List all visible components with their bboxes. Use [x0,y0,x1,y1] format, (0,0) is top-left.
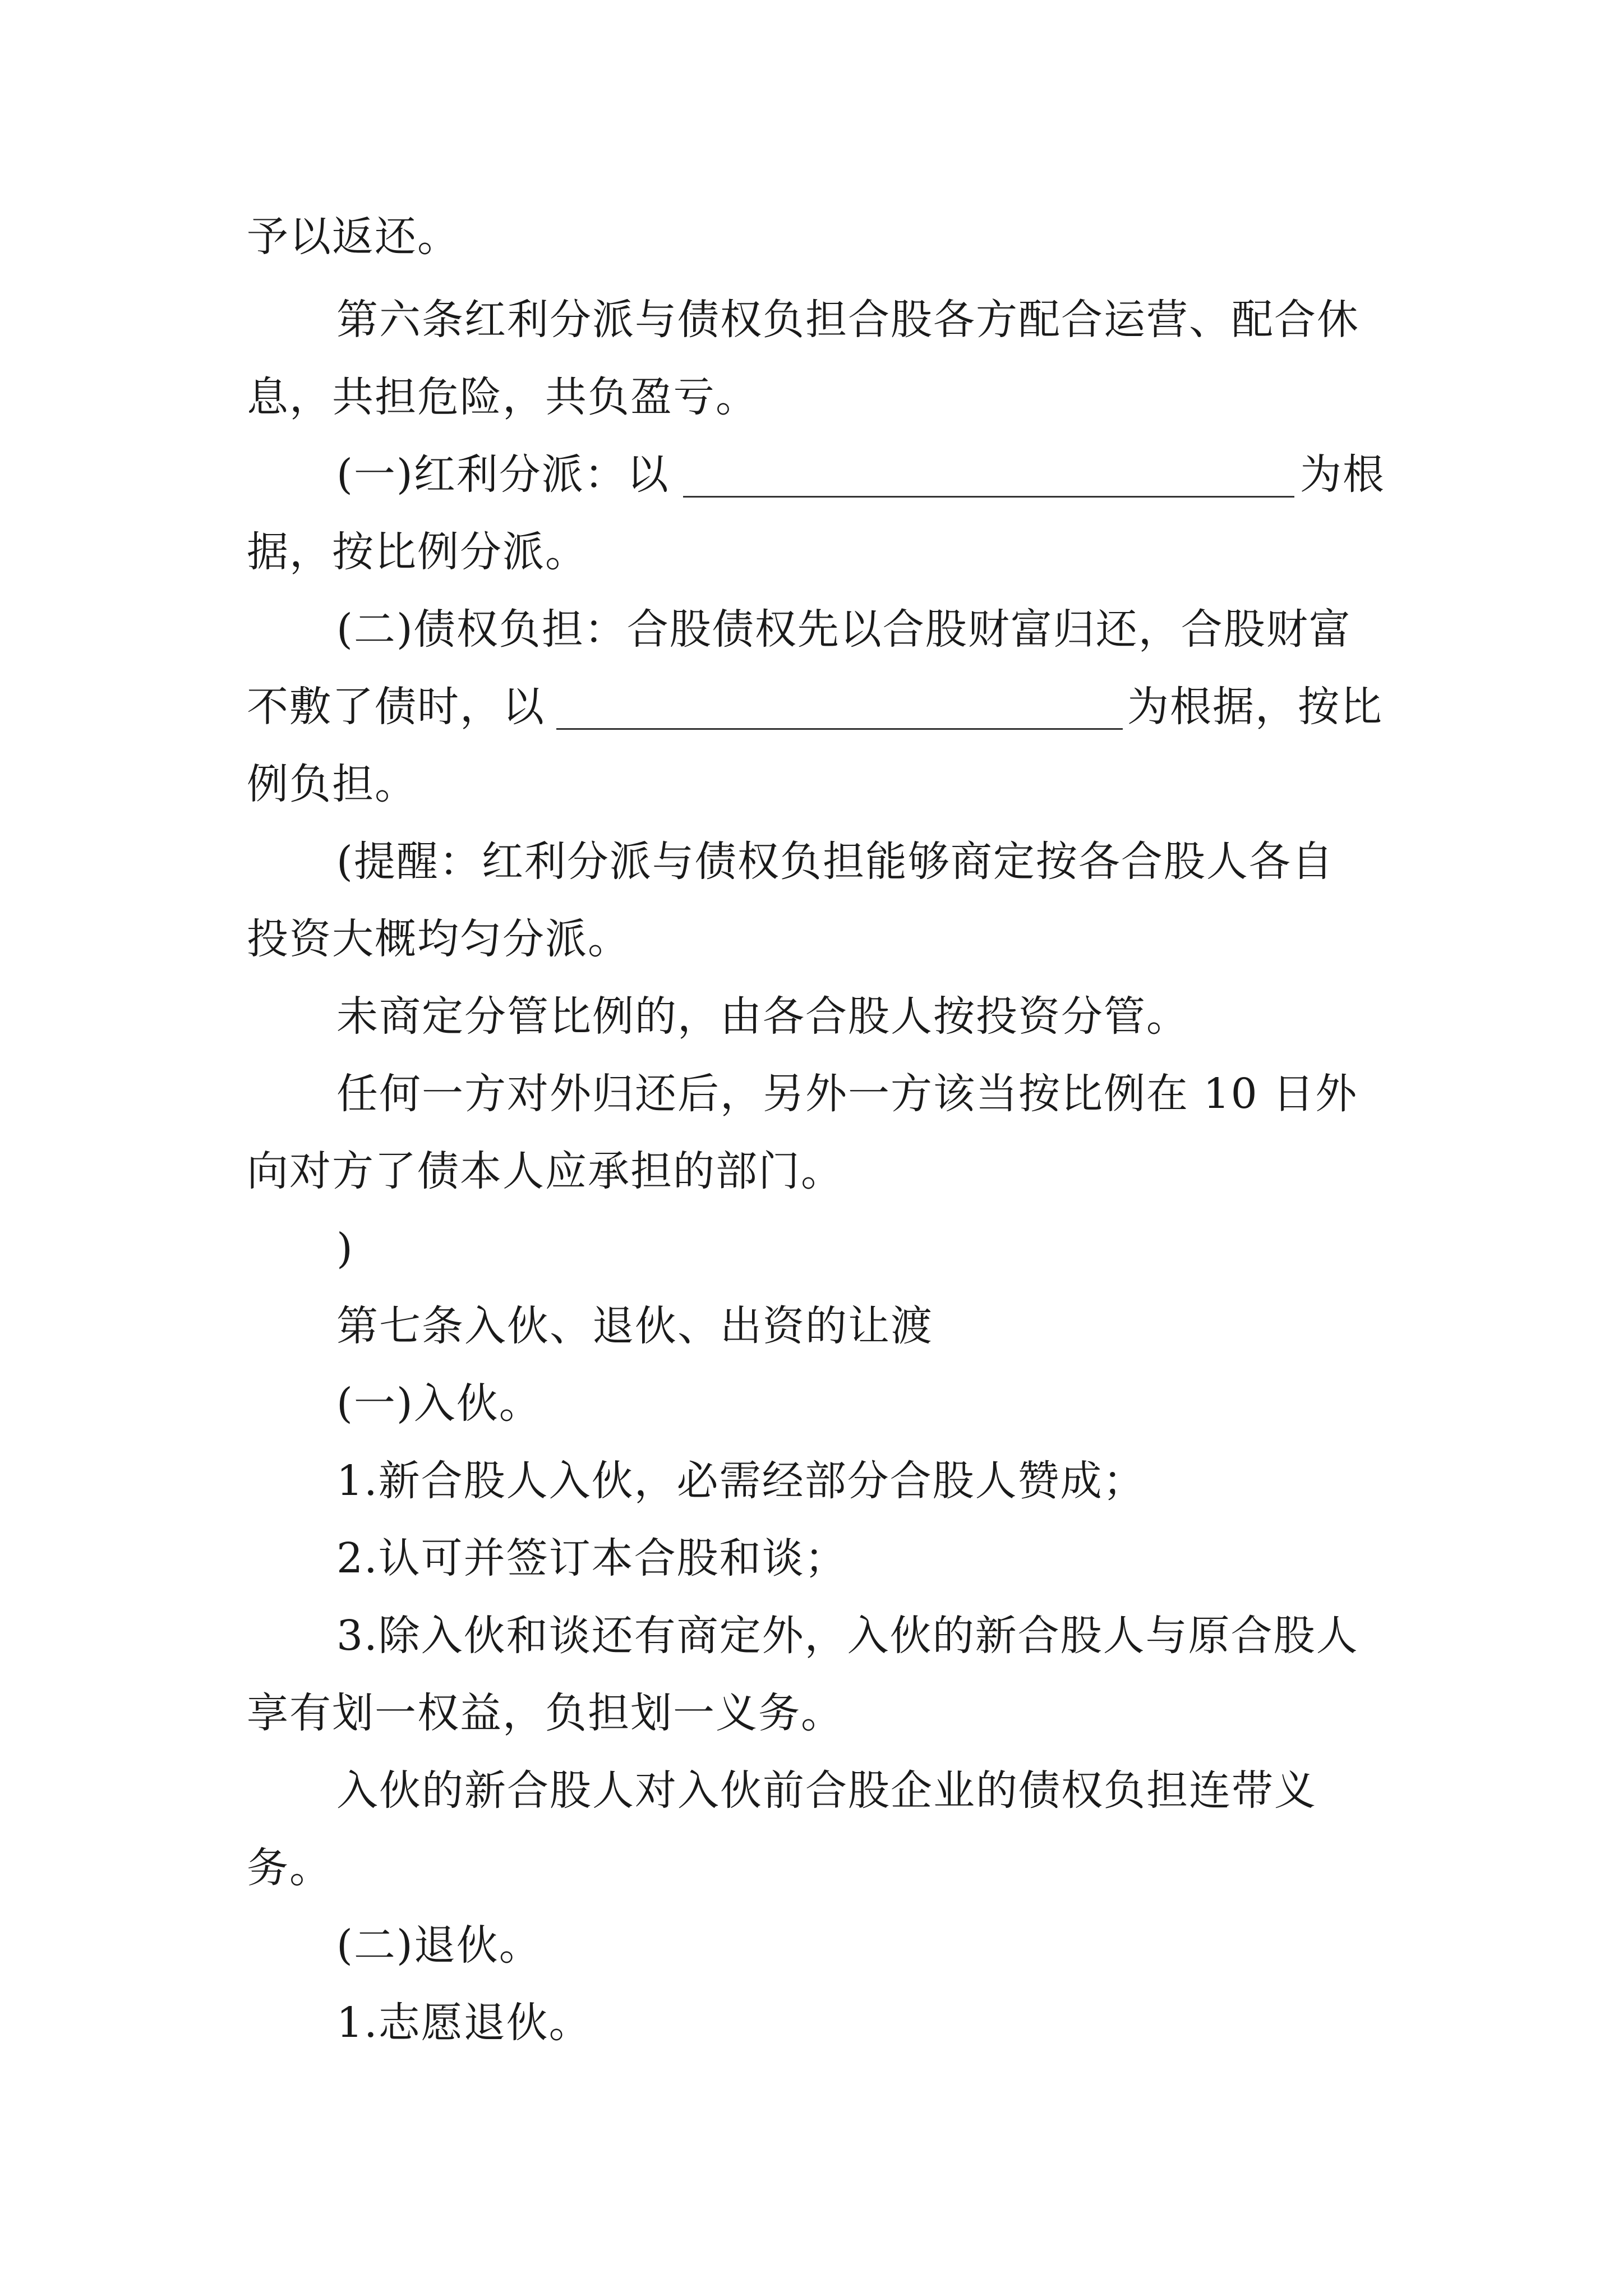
text-line-content: (二)退伙。 [336,1921,542,1970]
text-line-content: 例负担。 [247,760,417,808]
text-line-content: (一)入伙。 [336,1379,542,1428]
text-line-content: 息，共担危险，共负盈亏。 [247,373,758,421]
text-line-content: 3.除入伙和谈还有商定外，入伙的新合股人与原合股人 [336,1612,1359,1660]
text-line-content: 未商定分管比例的，由各合股人按投资分管。 [336,992,1189,1041]
text-line-content: 第六条红利分派与债权负担合股各方配合运营、配合休 [336,296,1359,344]
text-line-content: 予以返还。 [247,213,460,261]
text-line-content: 2.认可并签订本合股和谈； [336,1534,847,1582]
text-line-content: 享有划一权益，负担划一义务。 [247,1689,843,1737]
text-line-content: 1.志愿退伙。 [336,1999,592,2047]
text-line-content: 任何一方对外归还后，另外一方该当按比例在 10 日外 [336,1070,1358,1118]
text-line-content: (提醒：红利分派与债权负担能够商定按各合股人各自 [336,838,1334,886]
text-line-content: 务。 [247,1844,332,1892]
text-line-content: (一)红利分派：以 [336,450,670,499]
text-line-content: 第七条入伙、退伙、出资的让渡 [336,1302,933,1350]
text-line-content: 入伙的新合股人对入伙前合股企业的债权负担连带义 [336,1766,1317,1815]
text-line-content: 据，按比例分派。 [247,528,588,576]
text-line-content: ) [336,1225,354,1273]
fill-in-blank [683,447,1294,498]
text-line-content: (二)债权负担：合股债权先以合股财富归还，合股财富 [336,605,1352,654]
text-line-content: 向对方了债本人应承担的部门。 [247,1147,843,1195]
text-line-content: 投资大概均匀分派。 [247,915,630,963]
text-line-content: 为根 [1300,450,1385,499]
text-line-content: 1.新合股人入伙，必需经部分合股人赞成； [336,1457,1146,1505]
text-line-content: 不敷了债时，以 [247,683,545,731]
fill-in-blank [556,679,1123,730]
text-line-content: 为根据，按比 [1127,683,1383,731]
